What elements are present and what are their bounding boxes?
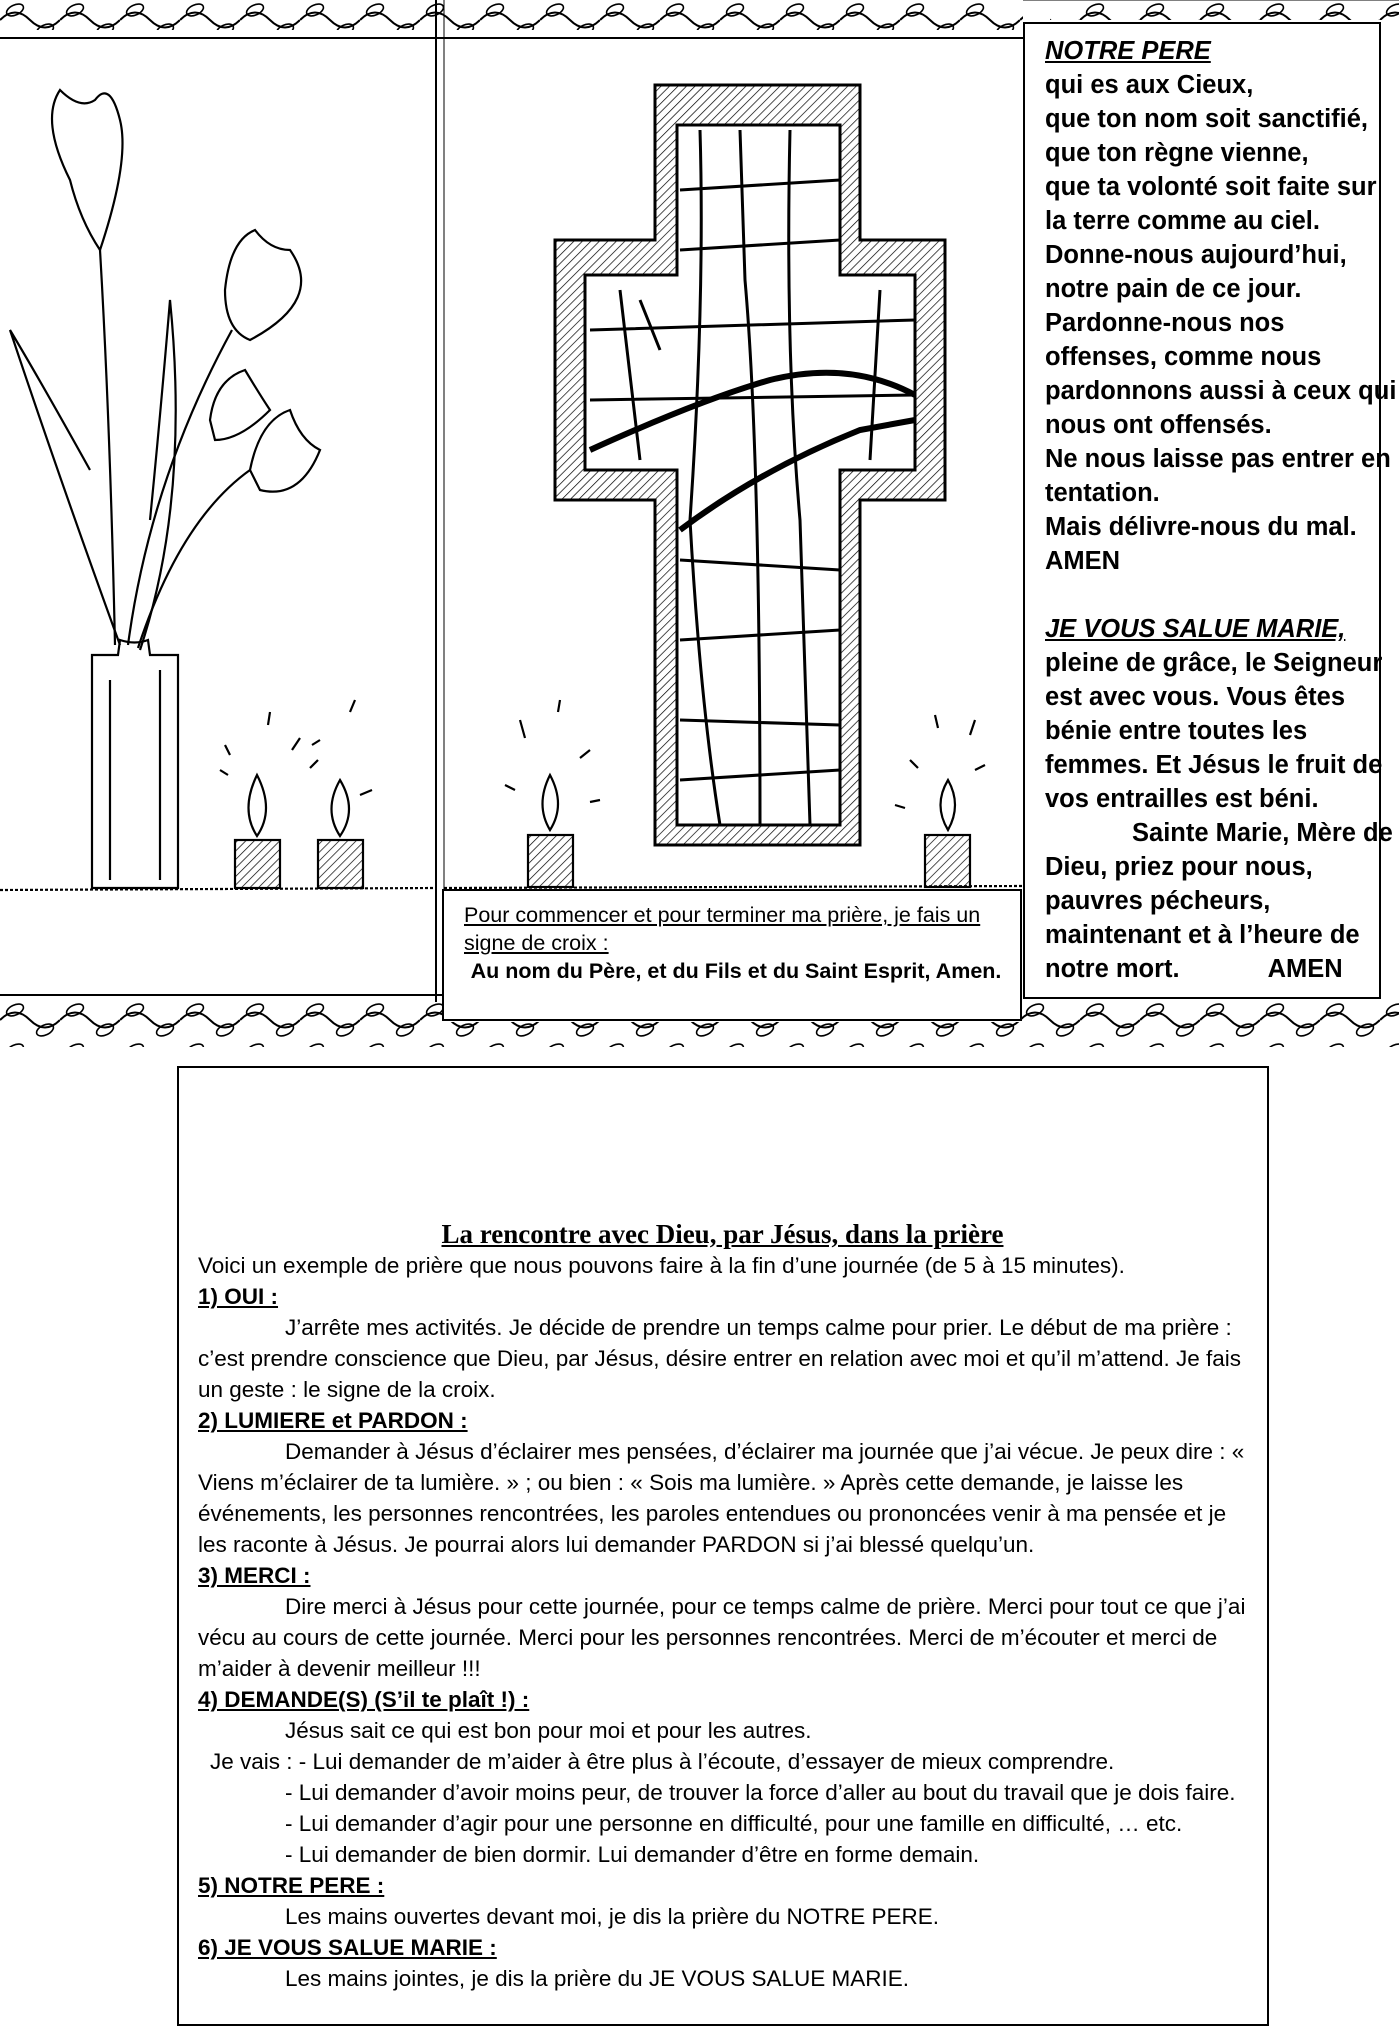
document-intro: Voici un exemple de prière que nous pouvons faire à la fin d’une journée (de 5 à 15 minutes). [198, 1253, 1125, 1278]
je-vous-salue-line: bénie entre toutes les [1045, 717, 1308, 745]
section-heading: 3) MERCI : [198, 1563, 311, 1588]
section-heading: 5) NOTRE PERE : [198, 1873, 385, 1898]
je-vous-salue-line: pleine de grâce, le Seigneur [1045, 649, 1383, 677]
stained-glass-cross [555, 85, 945, 845]
section-heading: 4) DEMANDE(S) (S’il te plaît !) : [198, 1687, 530, 1712]
section-text: Demander à Jésus d’éclairer mes pensées, d’éclairer ma journée que j’ai vécue. Je peux dire : « Viens m’éclairer de ta lumière. » ; ou bien : « Sois ma lumière. » Après cette demande, je laisse les événements, les personnes rencontrées, les paroles entendues ou prononcées venir à ma pensée et je les raconte à Jésus. Je pourrai alors lui demander PARDON si j’ai blessé quelqu’un. [198, 1439, 1245, 1557]
sign-of-cross-box [442, 889, 1022, 1021]
je-vous-salue-last-line [1045, 952, 1379, 986]
notre-pere-line: que ton nom soit sanctifié, [1045, 105, 1369, 133]
notre-pere-line: offenses, comme nous [1045, 343, 1322, 371]
notre-pere-line: Donne-nous aujourd’hui, [1045, 241, 1347, 269]
vine-border-bottom [0, 1002, 442, 1047]
section-text: Dire merci à Jésus pour cette journée, pour ce temps calme de prière. Merci pour tout ce que j’ai vécu au cours de cette journée. Merci pour les personnes rencontrées. Merci de m’écouter et merci de m’aider à devenir meilleur !!! [198, 1594, 1246, 1681]
section-list-item: - Lui demander d’avoir moins peur, de trouver la force d’aller au bout du travail que je dois faire. [285, 1780, 1236, 1805]
notre-pere-line: qui es aux Cieux, [1045, 71, 1254, 99]
notre-pere-line: la terre comme au ciel. [1045, 207, 1320, 235]
je-vous-salue-line: maintenant et à l’heure de [1045, 921, 1360, 949]
je-vous-salue-line: femmes. Et Jésus le fruit de [1045, 751, 1383, 779]
notre-pere-line: que ta volonté soit faite sur [1045, 173, 1377, 201]
prayer-guide-document [177, 1066, 1269, 2026]
section-list-lead: Je vais : - Lui demander de m’aider à être plus à l’écoute, d’essayer de mieux comprendre. [210, 1749, 1115, 1774]
notre-pere-line: que ton règne vienne, [1045, 139, 1309, 167]
section-text: Les mains jointes, je dis la prière du JE VOUS SALUE MARIE. [285, 1966, 910, 1991]
notre-pere-line: nous ont offensés. [1045, 411, 1272, 439]
je-vous-salue-line: notre mort. [1045, 955, 1180, 983]
sign-of-cross-formula: Au nom du Père, et du Fils et du Saint Esprit, Amen. [470, 959, 1002, 983]
je-vous-salue-amen: AMEN [1267, 955, 1343, 983]
vine-border-top [0, 0, 1023, 30]
section-list-item: - Lui demander de bien dormir. Lui demander d’être en forme demain. [285, 1842, 980, 1867]
document-title: La rencontre avec Dieu, par Jésus, dans la prière [441, 1219, 1004, 1249]
section-list-item: - Lui demander d’agir pour une personne en difficulté, pour une famille en difficulté, … etc. [285, 1811, 1183, 1836]
je-vous-salue-line: est avec vous. Vous êtes [1045, 683, 1346, 711]
notre-pere-line: Pardonne-nous nos [1045, 309, 1285, 337]
prayers-box [1023, 22, 1397, 999]
candles-left [220, 700, 372, 888]
section-text: Les mains ouvertes devant moi, je dis la prière du NOTRE PERE. [285, 1904, 940, 1929]
section-heading: 1) OUI : [198, 1284, 279, 1309]
notre-pere-line: Ne nous laisse pas entrer en [1045, 445, 1391, 473]
section-text: J’arrête mes activités. Je décide de prendre un temps calme pour prier. Le début de ma prière : c’est prendre conscience que Dieu, par Jésus, désire entrer en relation avec moi et qu’il m’attend. Je fais un geste : le signe de la croix. [198, 1315, 1242, 1402]
section-text: Jésus sait ce qui est bon pour moi et pour les autres. [285, 1718, 812, 1743]
notre-pere-title: NOTRE PERE [1045, 37, 1211, 65]
je-vous-salue-line: pauvres pécheurs, [1045, 887, 1271, 915]
notre-pere-line: Mais délivre-nous du mal. [1045, 513, 1357, 541]
notre-pere-line: pardonnons aussi à ceux qui [1045, 377, 1397, 405]
je-vous-salue-title: JE VOUS SALUE MARIE, [1045, 615, 1346, 643]
je-vous-salue-line: vos entrailles est béni. [1045, 785, 1319, 813]
section-heading: 6) JE VOUS SALUE MARIE : [198, 1935, 497, 1960]
notre-pere-line: notre pain de ce jour. [1045, 275, 1302, 303]
notre-pere-line: AMEN [1045, 547, 1121, 575]
je-vous-salue-line: Dieu, priez pour nous, [1045, 853, 1313, 881]
notre-pere-line: tentation. [1045, 479, 1160, 507]
tulip-vase-illustration [0, 90, 436, 890]
sign-of-cross-intro: Pour commencer et pour terminer ma prière, je fais un signe de croix : [464, 903, 981, 955]
section-heading: 2) LUMIERE et PARDON : [198, 1408, 468, 1433]
je-vous-salue-line: Sainte Marie, Mère de [1132, 819, 1393, 847]
